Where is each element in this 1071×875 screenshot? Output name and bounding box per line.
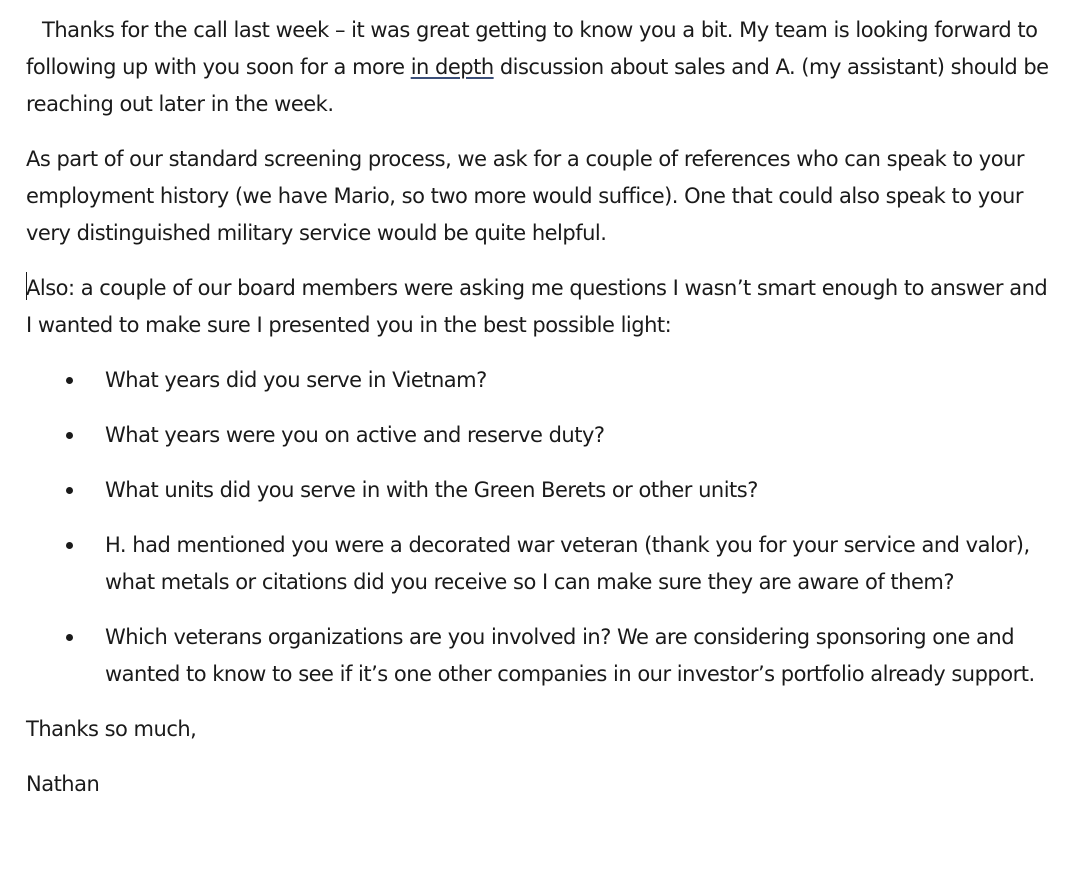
- list-item-text: H. had mentioned you were a decorated war veteran (thank you for your service and valor), what metals or citations did you receive so I can make sure they are aware of them?: [105, 533, 1030, 594]
- paragraph-board-questions: [26, 270, 1056, 344]
- underlined-phrase: in depth: [410, 55, 494, 79]
- bullet-icon: [66, 542, 73, 549]
- list-item-text: What units did you serve in with the Green Berets or other units?: [105, 478, 758, 502]
- paragraph-intro-text-start: Thanks for the call last week – it was great getting to know you a bit. My team is looking forward to following up with you soon for a more: [26, 18, 1038, 79]
- bullet-icon: [66, 634, 73, 641]
- paragraph-intro: [26, 12, 1056, 123]
- list-item-text: What years did you serve in Vietnam?: [105, 368, 487, 392]
- paragraph-references: As part of our standard screening process, we ask for a couple of references who can speak to your employment history (we have Mario, so two more would suffice). One that could also speak to your very distinguished military service would be quite helpful.: [26, 147, 1024, 245]
- list-item: [26, 472, 1056, 509]
- list-item: [26, 527, 1056, 601]
- list-item-text: What years were you on active and reserve duty?: [105, 423, 605, 447]
- closing-line: Thanks so much,: [26, 717, 197, 741]
- paragraph-board-questions-text: Also: a couple of our board members were asking me questions I wasn’t smart enough to answer and I wanted to make sure I presented you in the best possible light:: [26, 276, 1048, 337]
- bullet-icon: [66, 377, 73, 384]
- question-list: [26, 362, 1056, 693]
- list-item: [26, 362, 1056, 399]
- list-item-text: Which veterans organizations are you involved in? We are considering sponsoring one and wanted to know to see if it’s one other companies in our investor’s portfolio already support.: [105, 625, 1035, 686]
- bullet-icon: [66, 487, 73, 494]
- bullet-icon: [66, 432, 73, 439]
- list-item: [26, 619, 1056, 693]
- paragraph-intro-text-end: discussion about sales and A. (my assistant) should be reaching out later in the week.: [26, 55, 1049, 116]
- signature-name: Nathan: [26, 772, 100, 796]
- list-item: [26, 417, 1056, 454]
- document-body[interactable]: [26, 12, 1056, 821]
